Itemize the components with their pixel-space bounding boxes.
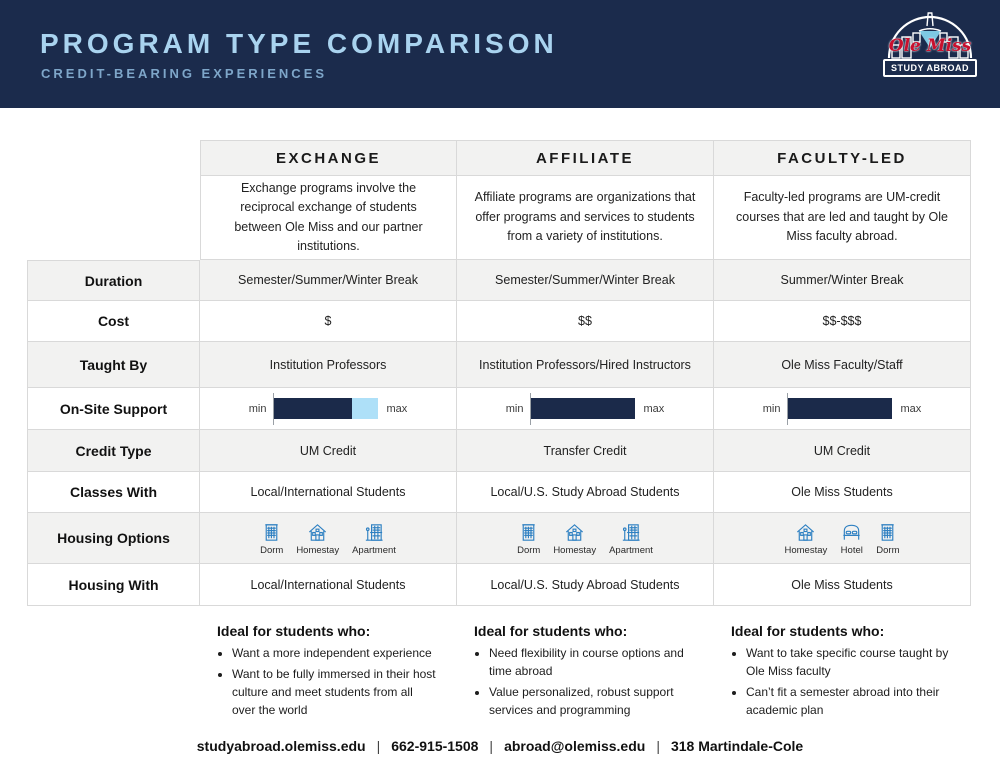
homestay-icon (306, 521, 329, 544)
logo-brand-text: Ole Miss (888, 36, 972, 56)
housing-with-row (27, 564, 971, 606)
support-bar-fill (531, 398, 635, 419)
ideal-bullet-list (474, 644, 694, 719)
row-label-housing-options: Housing Options (27, 513, 200, 564)
page-subtitle: CREDIT-BEARING EXPERIENCES (41, 66, 328, 81)
duration-faculty-led: Summer/Winter Break (714, 260, 971, 301)
classes-with-faculty-led: Ole Miss Students (714, 472, 971, 513)
footer-separator: | (656, 738, 660, 754)
row-label-housing-with: Housing With (27, 564, 200, 606)
housing-option: Apartment (352, 521, 396, 556)
cost-faculty-led: $$-$$$ (714, 301, 971, 342)
dorm-icon (876, 521, 899, 544)
taught-by-faculty-led: Ole Miss Faculty/Staff (714, 342, 971, 388)
footer-website: studyabroad.olemiss.edu (196, 738, 366, 754)
column-header-row (27, 140, 971, 176)
footer-email: abroad@olemiss.edu (504, 738, 646, 754)
support-bar-track (531, 398, 635, 419)
ideal-bullet: • Want to be fully immersed in their host culture and meet students from all over the world (232, 665, 437, 719)
support-faculty-led (714, 388, 971, 430)
ideal-bullet-list (217, 644, 437, 719)
row-label-credit-type: Credit Type (27, 430, 200, 472)
housing-option: Homestay (553, 521, 596, 556)
ideal-for-students-section (200, 623, 971, 722)
row-label-classes-with: Classes With (27, 472, 200, 513)
footer-separator: | (376, 738, 381, 754)
ideal-heading: Ideal for students who: (217, 623, 371, 639)
housing-options-exchange (200, 513, 457, 564)
dorm-icon (260, 521, 283, 544)
classes-with-row (27, 472, 971, 513)
classes-with-exchange: Local/International Students (200, 472, 457, 513)
min-label: min (248, 402, 267, 415)
ideal-heading: Ideal for students who: (731, 623, 885, 639)
min-label: min (762, 402, 781, 415)
support-exchange (200, 388, 457, 430)
credit-type-faculty-led: UM Credit (714, 430, 971, 472)
classes-with-affiliate: Local/U.S. Study Abroad Students (457, 472, 714, 513)
support-bar-faculty-led (763, 393, 922, 425)
logo-study-abroad-label: STUDY ABROAD (883, 59, 977, 77)
ideal-bullet: • Want a more independent experience (232, 644, 437, 662)
ideal-bullet: • Value personalized, robust support services and programming (489, 683, 694, 719)
duration-row (27, 260, 971, 301)
ideal-bullet-list (731, 644, 951, 719)
max-label: max (386, 402, 408, 415)
faculty-led-description: Faculty-led programs are UM-credit courses that are led and taught by Ole Miss faculty abroad. (714, 176, 971, 260)
housing-options-affiliate (457, 513, 714, 564)
support-affiliate (457, 388, 714, 430)
max-label: max (643, 402, 665, 415)
on-site-support-row (27, 388, 971, 430)
duration-affiliate: Semester/Summer/Winter Break (457, 260, 714, 301)
column-header-affiliate: AFFILIATE (457, 140, 714, 176)
homestay-icon (563, 521, 586, 544)
ideal-bullet: • Can’t fit a semester abroad into their academic plan (746, 683, 951, 719)
column-header-faculty-led: FACULTY-LED (714, 140, 971, 176)
housing-option: Dorm (876, 521, 899, 556)
credit-type-row (27, 430, 971, 472)
row-label-on-site-support: On-Site Support (27, 388, 200, 430)
cost-exchange: $ (200, 301, 457, 342)
footer-address: 318 Martindale-Cole (670, 738, 804, 754)
max-label: max (900, 402, 922, 415)
taught-by-row (27, 342, 971, 388)
taught-by-exchange: Institution Professors (200, 342, 457, 388)
row-label-duration: Duration (27, 260, 200, 301)
ideal-heading: Ideal for students who: (474, 623, 628, 639)
footer-separator: | (489, 738, 494, 754)
ideal-bullet: • Need flexibility in course options and time abroad (489, 644, 694, 680)
housing-option: Homestay (296, 521, 339, 556)
housing-option: Dorm (260, 521, 283, 556)
support-bar-track (274, 398, 378, 419)
ideal-bullet: • Want to take specific course taught by Ole Miss faculty (746, 644, 951, 680)
dorm-icon (517, 521, 540, 544)
housing-options-row (27, 513, 971, 564)
housing-option: Apartment (609, 521, 653, 556)
cost-affiliate: $$ (457, 301, 714, 342)
ole-miss-study-abroad-logo (874, 8, 986, 77)
support-bar-fill (274, 398, 352, 419)
min-label: min (505, 402, 524, 415)
support-bar-exchange (249, 393, 408, 425)
empty-corner-cell (27, 140, 200, 176)
housing-option: Hotel (840, 521, 863, 556)
housing-with-faculty-led: Ole Miss Students (714, 564, 971, 606)
credit-type-exchange: UM Credit (200, 430, 457, 472)
housing-option: Dorm (517, 521, 540, 556)
footer-phone: 662-915-1508 (391, 738, 479, 754)
program-comparison-table (27, 140, 971, 606)
footer-contact-line (0, 738, 1000, 754)
cost-row (27, 301, 971, 342)
housing-with-exchange: Local/International Students (200, 564, 457, 606)
ideal-faculty-led (714, 623, 971, 722)
apartment-icon (362, 521, 385, 544)
credit-type-affiliate: Transfer Credit (457, 430, 714, 472)
ideal-exchange (200, 623, 457, 722)
taught-by-affiliate: Institution Professors/Hired Instructors (457, 342, 714, 388)
row-label-cost: Cost (27, 301, 200, 342)
hotel-icon (840, 521, 863, 544)
row-label-taught-by: Taught By (27, 342, 200, 388)
header-banner (0, 0, 1000, 108)
housing-with-affiliate: Local/U.S. Study Abroad Students (457, 564, 714, 606)
affiliate-description: Affiliate programs are organizations that offer programs and services to students from a variety of institutions. (457, 176, 714, 260)
housing-options-faculty-led (714, 513, 971, 564)
description-row (27, 176, 971, 260)
homestay-icon (794, 521, 817, 544)
page-title: PROGRAM TYPE COMPARISON (40, 28, 558, 59)
housing-option: Homestay (785, 521, 828, 556)
duration-exchange: Semester/Summer/Winter Break (200, 260, 457, 301)
support-bar-fill (788, 398, 892, 419)
ideal-affiliate (457, 623, 714, 722)
support-bar-affiliate (506, 393, 665, 425)
exchange-description: Exchange programs involve the reciprocal exchange of students between Ole Miss and our partner institutions. (200, 176, 457, 260)
column-header-exchange: EXCHANGE (200, 140, 457, 176)
apartment-icon (619, 521, 642, 544)
support-bar-track (788, 398, 892, 419)
